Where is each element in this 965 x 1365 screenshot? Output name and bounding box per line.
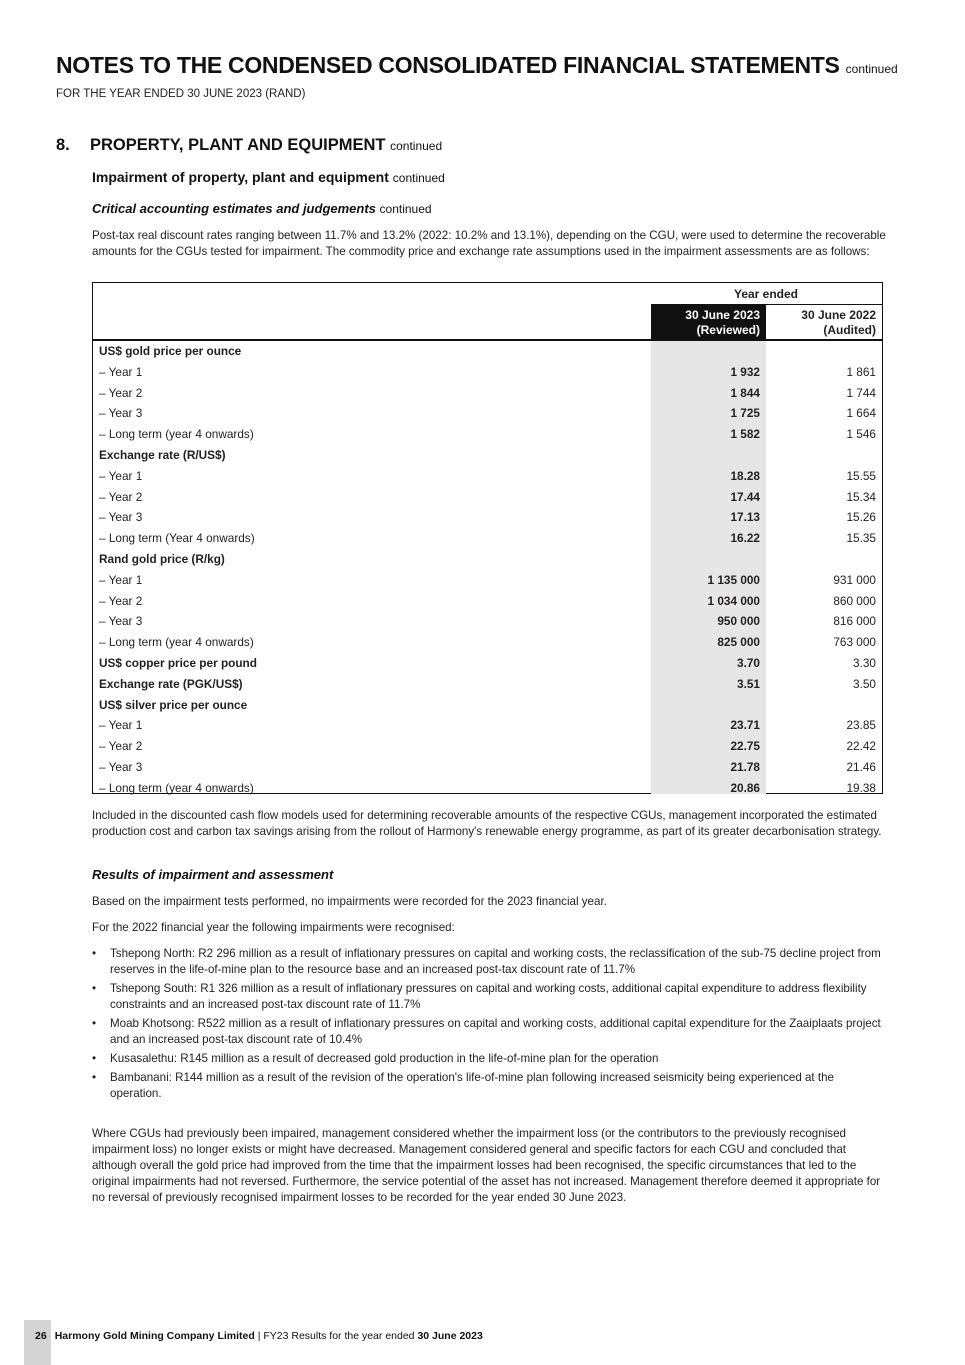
value-2022: 21.46 bbox=[846, 759, 876, 774]
assumptions-table bbox=[92, 282, 883, 794]
row-label: – Long term (year 4 onwards) bbox=[99, 635, 254, 650]
table-row bbox=[93, 674, 882, 695]
table-row bbox=[93, 736, 882, 757]
value-2022: 3.30 bbox=[853, 655, 876, 670]
table-row bbox=[93, 653, 882, 674]
value-2023: 20.86 bbox=[730, 780, 760, 795]
row-label: – Long term (Year 4 onwards) bbox=[99, 531, 255, 546]
reversal-paragraph: Where CGUs had previously been impaired, management considered whether the impairment loss (or the contributors to the previously recognised impairment loss) no longer exists or might have decreased. Management considered general and specific factors for each CGU and concluded that although overall the gold price had improved from the time that the impairment losses had been recognised, the specific circumstances that led to the original impairments had not reversed. Furthermore, the service potential of the asset has not increased. Management therefore deemed it appropriate for no reversal of previously recognised impairment losses to be recorded for the year ended 30 June 2023. bbox=[92, 1127, 881, 1204]
table-row bbox=[93, 466, 882, 487]
value-2022: 931 000 bbox=[833, 572, 876, 587]
table-row bbox=[93, 487, 882, 508]
section-title: PROPERTY, PLANT AND EQUIPMENT bbox=[90, 136, 386, 154]
table-row bbox=[93, 362, 882, 383]
footer-report: FY23 Results for the year ended bbox=[263, 1330, 418, 1342]
value-2023: 1 932 bbox=[730, 364, 760, 379]
year-ended-header: Year ended bbox=[733, 287, 799, 301]
page-title: NOTES TO THE CONDENSED CONSOLIDATED FINANCIAL STATEMENTS continued bbox=[56, 52, 898, 78]
row-label: – Year 2 bbox=[99, 739, 143, 754]
impairment-list bbox=[92, 946, 887, 1105]
footer-date: 30 June 2023 bbox=[417, 1330, 483, 1342]
table-row bbox=[93, 778, 882, 799]
row-label: – Long term (year 4 onwards) bbox=[99, 427, 254, 442]
section-continued: continued bbox=[390, 139, 443, 153]
row-label: US$ copper price per pound bbox=[99, 655, 257, 670]
row-label: Exchange rate (PGK/US$) bbox=[99, 676, 243, 691]
value-2023: 1 135 000 bbox=[707, 572, 760, 587]
value-2023: 22.75 bbox=[730, 739, 760, 754]
value-2022: 15.55 bbox=[846, 468, 876, 483]
footer-company: Harmony Gold Mining Company Limited bbox=[54, 1330, 255, 1342]
value-2023: 950 000 bbox=[717, 614, 760, 629]
footer: 26 Harmony Gold Mining Company Limited | FY23 Results for the year ended 30 June 2023 bbox=[35, 1330, 483, 1342]
row-label: – Year 1 bbox=[99, 364, 143, 379]
table-body bbox=[93, 341, 882, 799]
table-row bbox=[93, 757, 882, 778]
row-label: – Year 1 bbox=[99, 572, 143, 587]
value-2022: 15.35 bbox=[846, 531, 876, 546]
col-header-2023: 30 June 2023 (Reviewed) bbox=[651, 305, 766, 339]
list-item bbox=[92, 946, 887, 978]
col-header-2022: 30 June 2022 (Audited) bbox=[801, 308, 876, 337]
value-2022: 19.38 bbox=[846, 780, 876, 795]
value-2022: 15.34 bbox=[846, 489, 876, 504]
table-row bbox=[93, 403, 882, 424]
list-item-text: Bambanani: R144 million as a result of the revision of the operation's life-of-mine plan following increased seismicity being experienced at the operation. bbox=[110, 1071, 834, 1100]
value-2023: 16.22 bbox=[730, 531, 760, 546]
value-2022: 1 744 bbox=[846, 385, 876, 400]
value-2023: 825 000 bbox=[717, 635, 760, 650]
value-2023: 1 034 000 bbox=[707, 593, 760, 608]
subheading-estimates: Critical accounting estimates and judgements continued bbox=[92, 201, 432, 216]
row-label: – Long term (year 4 onwards) bbox=[99, 780, 254, 795]
value-2022: 816 000 bbox=[833, 614, 876, 629]
title-continued: continued bbox=[845, 62, 898, 76]
value-2022: 15.26 bbox=[846, 510, 876, 525]
row-label: US$ gold price per ounce bbox=[99, 344, 242, 358]
results-paragraph: Based on the impairment tests performed, no impairments were recorded for the 2023 financial year. bbox=[92, 895, 607, 908]
list-item bbox=[92, 1070, 887, 1102]
value-2023: 23.71 bbox=[730, 718, 760, 733]
row-label: – Year 2 bbox=[99, 385, 143, 400]
value-2022: 23.85 bbox=[846, 718, 876, 733]
bullet-icon: • bbox=[92, 1052, 97, 1065]
row-label: US$ silver price per ounce bbox=[99, 697, 248, 712]
list-item-text: Tshepong South: R1 326 million as a result of inflationary pressures on capital and working costs, additional capital expenditure to address flexibility constraints and an increased post-tax discount rate of 11.7% bbox=[110, 982, 867, 1011]
table-row bbox=[93, 383, 882, 404]
row-label: – Year 3 bbox=[99, 614, 143, 629]
value-2023: 17.44 bbox=[730, 489, 760, 504]
value-2023: 18.28 bbox=[730, 468, 760, 483]
table-row bbox=[93, 528, 882, 549]
value-2022: 1 546 bbox=[846, 427, 876, 442]
page-subtitle: FOR THE YEAR ENDED 30 JUNE 2023 (RAND) bbox=[56, 88, 306, 100]
value-2023: 17.13 bbox=[730, 510, 760, 525]
value-2023: 21.78 bbox=[730, 759, 760, 774]
bullet-icon: • bbox=[92, 982, 97, 995]
table-row bbox=[93, 591, 882, 612]
row-label: – Year 3 bbox=[99, 406, 143, 421]
list-item-text: Kusasalethu: R145 million as a result of decreased gold production in the life-of-mine plan for the operation bbox=[110, 1052, 659, 1065]
row-label: – Year 2 bbox=[99, 593, 143, 608]
table-row bbox=[93, 715, 882, 736]
table-row bbox=[93, 507, 882, 528]
table-row bbox=[93, 549, 882, 570]
table-row bbox=[93, 570, 882, 591]
row-label: Rand gold price (R/kg) bbox=[99, 551, 225, 566]
bullet-icon: • bbox=[92, 947, 97, 960]
row-label: – Year 3 bbox=[99, 759, 143, 774]
value-2023: 1 582 bbox=[730, 427, 760, 442]
subheading: Impairment of property, plant and equipment continued bbox=[92, 169, 445, 185]
value-2023: 1 725 bbox=[730, 406, 760, 421]
table-row bbox=[93, 341, 882, 362]
value-2023: 3.51 bbox=[737, 676, 760, 691]
intro-paragraph: Post-tax real discount rates ranging between 11.7% and 13.2% (2022: 10.2% and 13.1%), depending on the CGU, were used to determine the recoverable amounts for the CGUs tested for impairment. The commodity price and exchange rate assumptions used in the impairment assessments are as follows: bbox=[92, 229, 886, 258]
list-item-text: Moab Khotsong: R522 million as a result of inflationary pressures on capital and working costs, additional capital expenditure for the Zaaiplaats project and an increased post-tax discount rate of 10.4% bbox=[110, 1017, 881, 1046]
list-item-text: Tshepong North: R2 296 million as a result of inflationary pressures on capital and working costs, the reclassification of the sub-75 decline project from reserves in the life-of-mine plan to the resource base and an increased post-tax discount rate of 11.7% bbox=[110, 947, 881, 976]
row-label: – Year 3 bbox=[99, 510, 143, 525]
list-item bbox=[92, 981, 887, 1013]
value-2022: 3.50 bbox=[853, 676, 876, 691]
table-row bbox=[93, 695, 882, 716]
included-paragraph: Included in the discounted cash flow models used for determining recoverable amounts of the respective CGUs, management incorporated the estimated production cost and carbon tax savings arising from the rollout of Harmony's renewable energy programme, as part of its greater decarbonisation strategy. bbox=[92, 809, 882, 838]
results-heading: Results of impairment and assessment bbox=[92, 867, 334, 882]
row-label: Exchange rate (R/US$) bbox=[99, 447, 226, 462]
section-heading bbox=[56, 136, 442, 155]
section-number: 8. bbox=[56, 136, 70, 154]
table-row bbox=[93, 611, 882, 632]
page-number: 26 bbox=[35, 1330, 47, 1342]
value-2022: 1 861 bbox=[846, 364, 876, 379]
table-row bbox=[93, 632, 882, 653]
footer-page-tab bbox=[24, 1320, 51, 1365]
bullet-icon: • bbox=[92, 1071, 97, 1084]
value-2022: 763 000 bbox=[833, 635, 876, 650]
value-2023: 1 844 bbox=[730, 385, 760, 400]
table-row bbox=[93, 445, 882, 466]
value-2023: 3.70 bbox=[737, 655, 760, 670]
row-label: – Year 2 bbox=[99, 489, 143, 504]
row-label: – Year 1 bbox=[99, 468, 143, 483]
list-item bbox=[92, 1016, 887, 1048]
value-2022: 1 664 bbox=[846, 406, 876, 421]
value-2022: 22.42 bbox=[846, 739, 876, 754]
row-label: – Year 1 bbox=[99, 718, 143, 733]
bullet-icon: • bbox=[92, 1017, 97, 1030]
list-item bbox=[92, 1051, 887, 1067]
table-row bbox=[93, 424, 882, 445]
impairments-intro: For the 2022 financial year the following impairments were recognised: bbox=[92, 921, 455, 934]
value-2022: 860 000 bbox=[833, 593, 876, 608]
